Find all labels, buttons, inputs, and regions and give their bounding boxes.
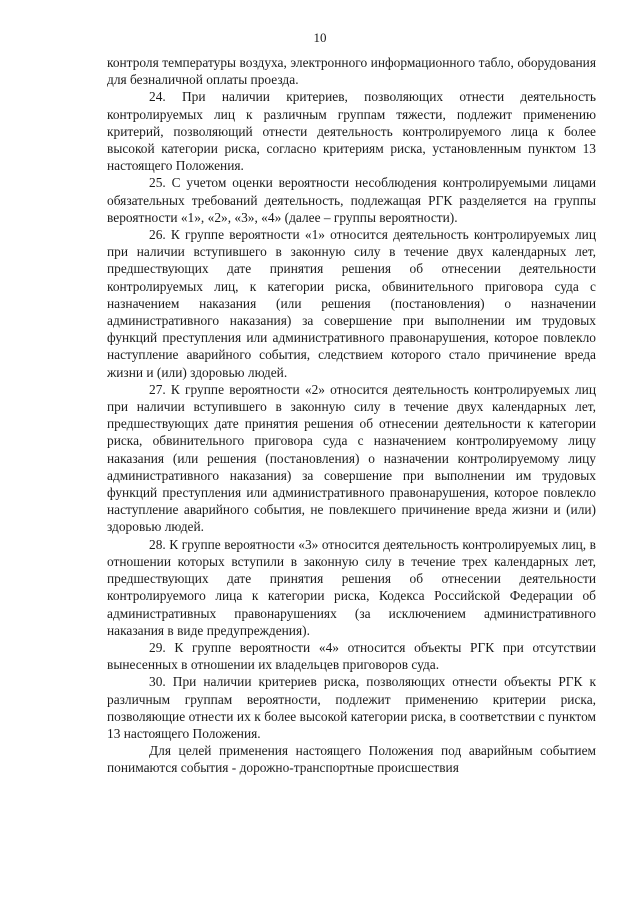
paragraph-24: 24. При наличии критериев, позволяющих отнести деятельность контролируемых лиц к различным группам тяжести, подлежит применению критерий, позволяющий отнести деятельность контролируемого лица к более высокой категории риска, согласно критериям риска, установленным пунктом 13 настоящего Положения.: [107, 89, 596, 174]
paragraph-26: 26. К группе вероятности «1» относится деятельность контролируемых лиц при наличии вступившего в законную силу в течение двух календарных лет, предшествующих дате принятия решения об отнесении деятельности контролируемых лиц, к категории риска, обвинительного приговора суда с назначением наказания (или решения (постановления) о назначении административного наказания) за совершение при выполнении им трудовых функций преступления или административного правонарушения, которое повлекло наступление аварийного события, следствием которого стало причинение вреда жизни и (или) здоровью людей.: [107, 227, 596, 380]
paragraph-30: 30. При наличии критериев риска, позволяющих отнести объекты РГК к различным группам вероятности, подлежит применению критерии риска, позволяющие отнести их к более высокой категории риска, в соответствии с пунктом 13 настоящего Положения.: [107, 674, 596, 741]
paragraph-28: 28. К группе вероятности «3» относится деятельность контролируемых лиц, в отношении которых вступили в законную силу в течение трех календарных лет, предшествующих дате принятия решения об отнесении деятельности контролируемого лица к категории риска, Кодекса Российской Федерации об административных правонарушениях (за исключением административного наказания в виде предупреждения).: [107, 536, 596, 638]
page-number: 10: [313, 30, 327, 45]
paragraph-emergency-event-definition: Для целей применения настоящего Положения под аварийным событием понимаются события - дорожно-транспортные происшествия: [107, 743, 596, 776]
paragraph-25: 25. С учетом оценки вероятности несоблюдения контролируемыми лицами обязательных требований деятельность, подлежащая РГК разделяется на группы вероятности «1», «2», «3», «4» (далее – группы вероятности).: [107, 175, 596, 225]
document-body: [107, 54, 596, 777]
paragraph-continuation: контроля температуры воздуха, электронного информационного табло, оборудования для безналичной оплаты проезда.: [107, 55, 596, 88]
paragraph-29: 29. К группе вероятности «4» относится объекты РГК при отсутствии вынесенных в отношении их владельцев приговоров суда.: [107, 639, 596, 673]
paragraph-27: 27. К группе вероятности «2» относится деятельность контролируемых лиц при наличии вступившего в законную силу в течение двух календарных лет, предшествующих дате принятия решения об отнесении деятельности к категории риска, обвинительного приговора суда с назначением контролируемому лицу наказания (или решения (постановления) о назначении контролируемому лицу административного наказания) за совершение при выполнении им трудовых функций преступления или административного правонарушения, которое повлекло наступление аварийного события, не повлекшего причинение вреда жизни и (или) здоровью людей.: [107, 381, 596, 535]
